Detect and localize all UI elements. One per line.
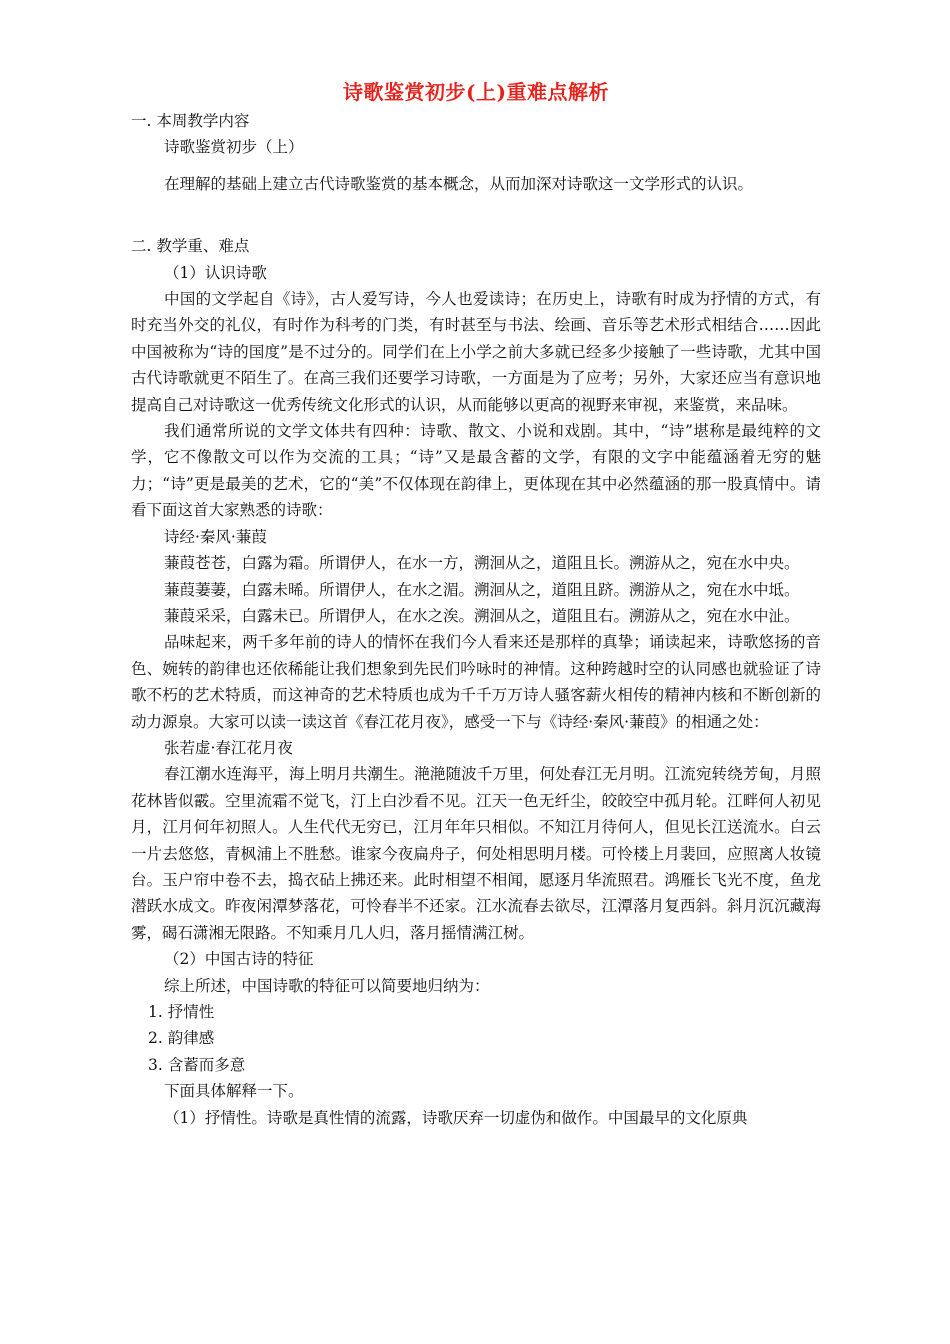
poem-1-stanza-1: 蒹葭苍苍，白露为霜。所谓伊人，在水一方，溯洄从之，道阻且长。溯游从之，宛在水中央。 (164, 554, 800, 573)
explain-1-text: （1）抒情性。诗歌是真性情的流露，诗歌厌弃一切虚伪和做作。中国最早的文化原典 (164, 1108, 748, 1127)
paragraph-1: 中国的文学起自《诗》，古人爱写诗，今人也爱读诗；在历史上，诗歌有时成为抒情的方式，有时充当外交的礼仪，有时作为科考的门类，有时甚至与书法、绘画、音乐等艺术形式相结合……因此中国被称为“诗的国度”是不过分的。同学们在上小学之前大多就已经多少接触了一些诗歌，尤其中国古代诗歌就更不陌生了。在高三我们还要学习诗歌，一方面是为了应考；另外，大家还应当有意识地提高自己对诗歌这一优秀传统文化形式的认识，从而能够以更高的视野来审视，来鉴赏，来品味。 (131, 290, 821, 414)
poem-2-text: 春江潮水连海平，海上明月共潮生。滟滟随波千万里，何处春江无月明。江流宛转绕芳甸，月照花林皆似霰。空里流霜不觉飞，汀上白沙看不见。江天一色无纤尘，皎皎空中孤月轮。江畔何人初见月，江月何年初照人。人生代代无穷已，江月年年只相似。不知江月待何人，但见长江送流水。白云一片去悠悠，青枫浦上不胜愁。谁家今夜扁舟子，何处相思明月楼。可怜楼上月裴回，应照离人妆镜台。玉户帘中卷不去，捣衣砧上拂还来。此时相望不相闻，愿逐月华流照君。鸿雁长飞光不度，鱼龙潜跃水成文。昨夜闲潭梦落花，可怜春半不还家。江水流春去欲尽，江潭落月复西斜。斜月沉沉藏海雾，碣石潇湘无限路。不知乘月几人归，落月摇情满江树。 (131, 765, 821, 942)
poem-1-stanza-3: 蒹葭采采，白露未已。所谓伊人，在水之涘。溯洄从之，道阻且右。溯游从之，宛在水中沚。 (164, 606, 800, 625)
section-1-subtitle: 诗歌鉴赏初步（上） (164, 138, 304, 157)
feature-item: 1. 抒情性 (148, 1003, 215, 1021)
feature-item: 3. 含蓄而多意 (148, 1055, 246, 1074)
subsection-2-heading: （2）中国古诗的特征 (164, 950, 314, 969)
paragraph-2: 我们通常所说的文学文体共有四种：诗歌、散文、小说和戏剧。其中，“诗”堪称是最纯粹的文学，它不像散文可以作为交流的工具；“诗”又是最含蓄的文学，有限的文字中能蕴涵着无穷的魅力；“诗”更是最美的艺术，它的“美”不仅体现在韵律上，更体现在其中必然蕴涵的那一股真情中。请看下面这首大家熟悉的诗歌： (131, 422, 821, 520)
section-1-text: 在理解的基础上建立古代诗歌鉴赏的基本概念，从而加深对诗歌这一文学形式的认识。 (164, 174, 754, 193)
feature-item: 2. 韵律感 (148, 1029, 215, 1048)
document-title: 诗歌鉴赏初步(上)重难点解析 (343, 80, 609, 104)
explain-intro: 下面具体解释一下。 (164, 1082, 304, 1101)
document-page (131, 78, 821, 1131)
section-2-heading: 二. 教学重、难点 (131, 237, 250, 256)
paragraph-3: 品味起来，两千多年前的诗人的情怀在我们今人看来还是那样的真挚；诵读起来，诗歌悠扬的音色、婉转的韵律也还依稀能让我们想象到先民们吟咏时的神情。这种跨越时空的认同感也就验证了诗歌不朽的艺术特质，而这神奇的艺术特质也成为千千万万诗人骚客薪火相传的精神内核和不断创新的动力源泉。大家可以读一读这首《春江花月夜》，感受一下与《诗经·秦风·蒹葭》的相通之处： (131, 633, 821, 731)
poem-1-title: 诗经·秦风·蒹葭 (164, 527, 267, 546)
summary-text: 综上所述，中国诗歌的特征可以简要地归纳为： (164, 976, 490, 995)
subsection-1-heading: （1）认识诗歌 (164, 263, 267, 282)
section-1-heading: 一. 本周教学内容 (131, 112, 250, 130)
poem-2-title: 张若虚·春江花月夜 (164, 738, 293, 757)
poem-1-stanza-2: 蒹葭萋萋，白露未晞。所谓伊人，在水之湄。溯洄从之，道阻且跻。溯游从之，宛在水中坻。 (164, 580, 800, 599)
